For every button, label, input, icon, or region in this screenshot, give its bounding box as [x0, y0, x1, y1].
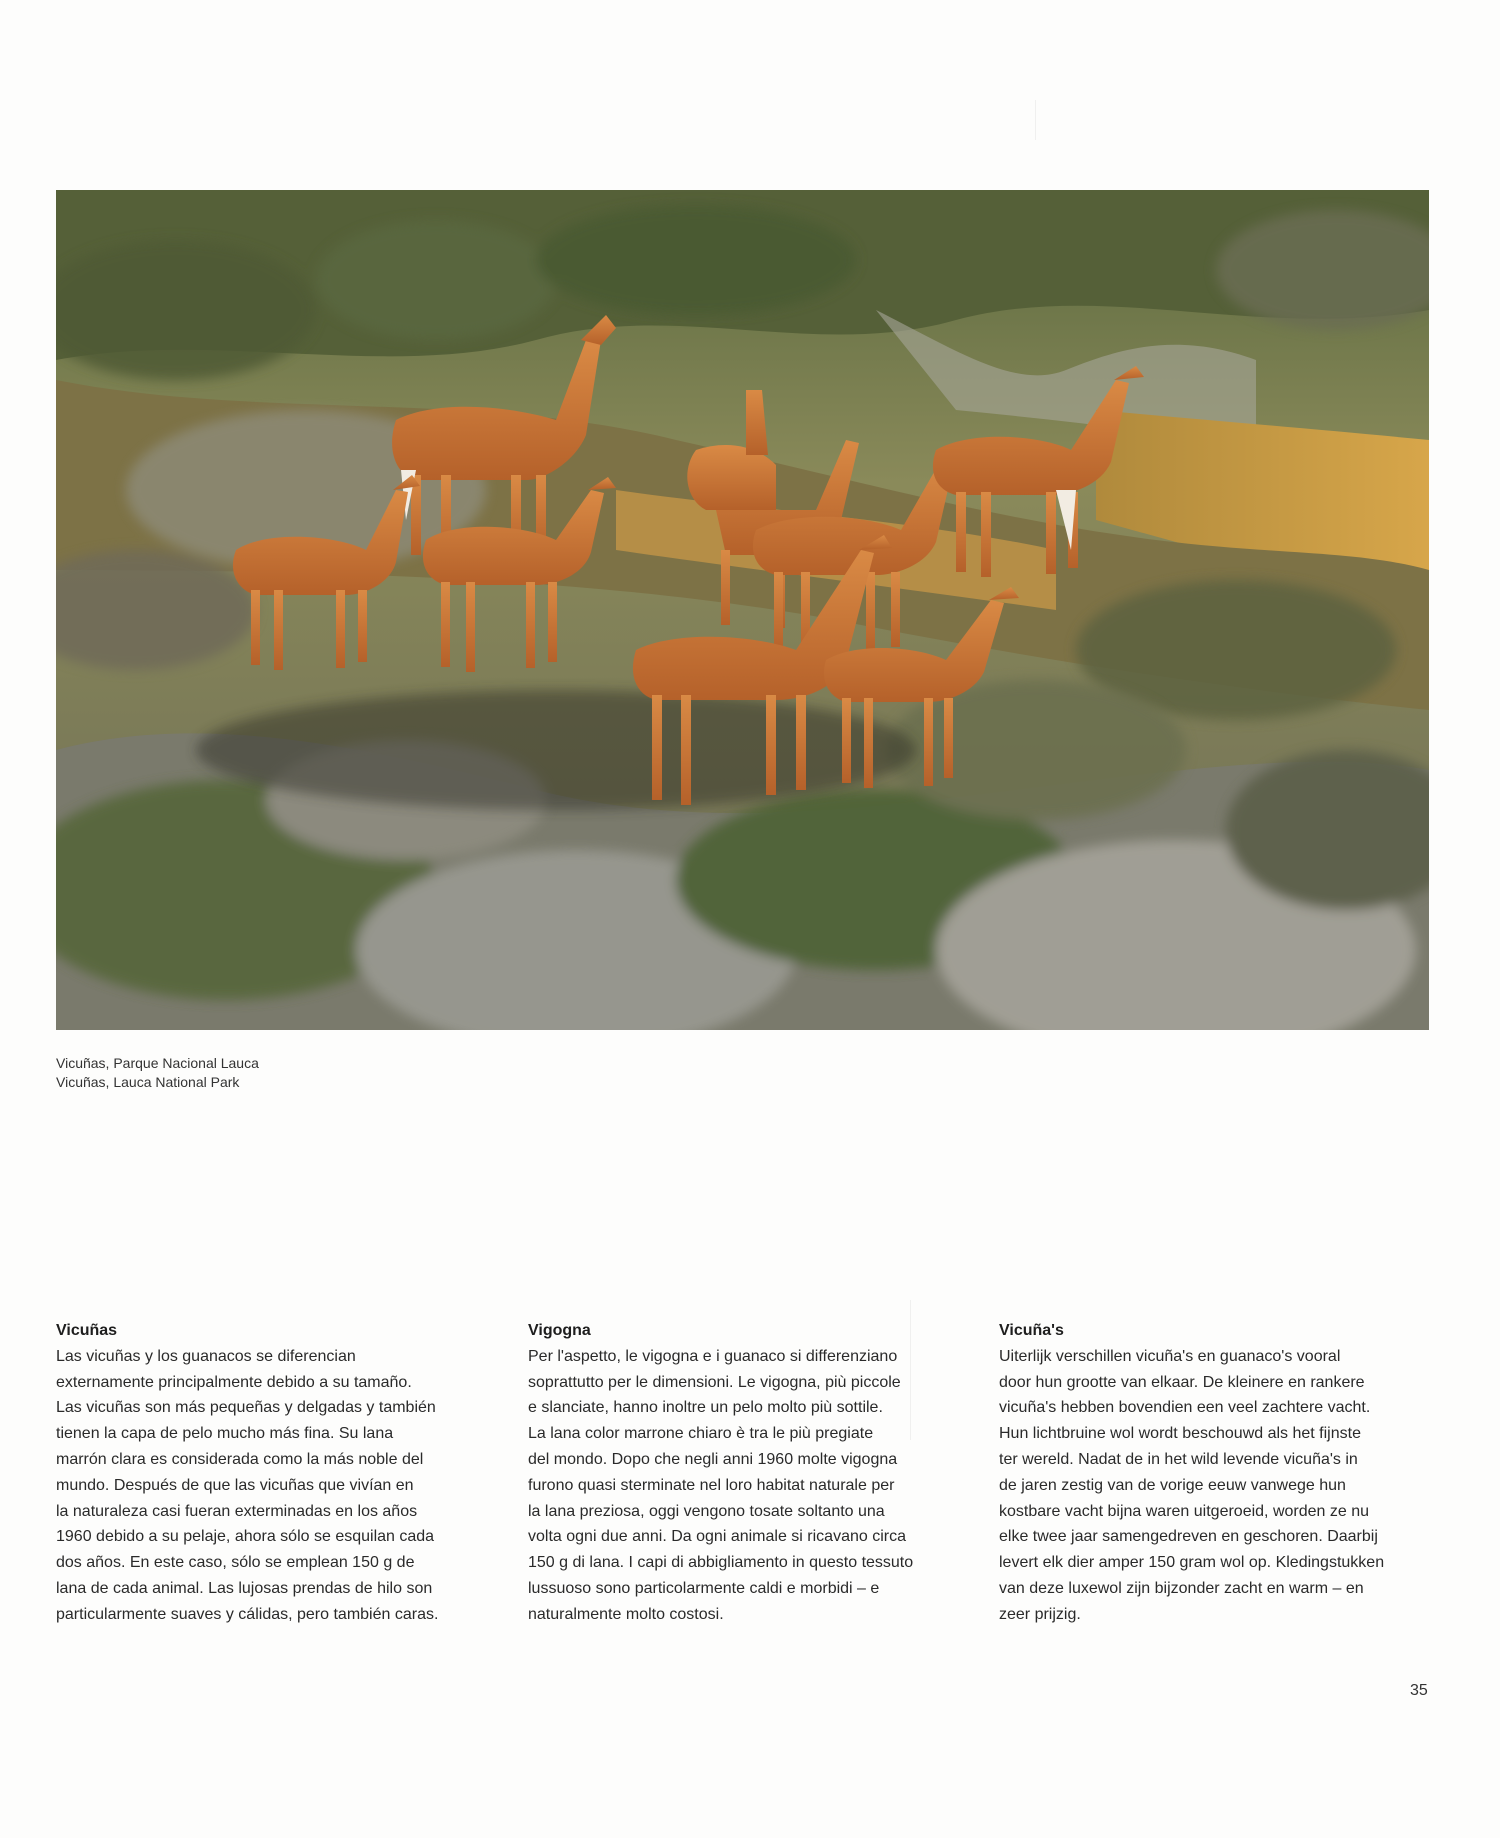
text-line: lussuoso sono particolarmente caldi e morbidi – e	[528, 1579, 880, 1597]
text-line: 1960 debido a su pelaje, ahora sólo se esquilan cada	[56, 1528, 435, 1546]
heading-italian: Vigogna	[528, 1322, 591, 1339]
paper-texture-line	[1035, 100, 1036, 140]
text-line: levert elk dier amper 150 gram wol op. Kledingstukken	[999, 1554, 1385, 1572]
text-line: Las vicuñas son más pequeñas y delgadas y también	[56, 1399, 436, 1417]
text-line: kostbare vacht bijna waren uitgeroeid, worden ze nu	[999, 1502, 1369, 1520]
text-line: soprattutto per le dimensioni. Le vigogna, più piccole	[528, 1373, 901, 1391]
vicuna-photo	[56, 190, 1429, 1030]
text-line: door hun grootte van elkaar. De kleinere en rankere	[999, 1373, 1365, 1391]
text-line: la lana preziosa, oggi vengono tosate soltanto una	[528, 1502, 885, 1520]
text-line: Hun lichtbruine wol wordt beschouwd als het fijnste	[999, 1425, 1361, 1443]
text-line: La lana color marrone chiaro è tra le più pregiate	[528, 1425, 874, 1443]
text-line: volta ogni due anni. Da ogni animale si ricavano circa	[528, 1528, 906, 1546]
heading-dutch: Vicuña's	[999, 1322, 1064, 1339]
text-line: dos años. En este caso, sólo se emplean 150 g de	[56, 1554, 415, 1572]
text-line: particularmente suaves y cálidas, pero también caras.	[56, 1605, 439, 1623]
heading-spanish: Vicuñas	[56, 1322, 118, 1339]
article-column-italian	[528, 1318, 973, 1628]
photo-caption	[56, 1054, 259, 1092]
text-line: naturalmente molto costosi.	[528, 1605, 724, 1623]
article-column-dutch	[999, 1318, 1444, 1628]
text-line: vicuña's hebben bovendien een veel zachtere vacht.	[999, 1399, 1371, 1417]
text-line: Uiterlijk verschillen vicuña's en guanaco's vooral	[999, 1347, 1341, 1365]
article-column-spanish	[56, 1318, 501, 1628]
text-line: Per l'aspetto, le vigogna e i guanaco si differenziano	[528, 1347, 898, 1365]
text-line: de jaren zestig van de vorige eeuw vanwege hun	[999, 1476, 1346, 1494]
text-line: marrón clara es considerada como la más noble del	[56, 1450, 424, 1468]
text-line: del mondo. Dopo che negli anni 1960 molte vigogna	[528, 1450, 898, 1468]
text-line: zeer prijzig.	[999, 1605, 1081, 1623]
vicuna-herd-illustration	[56, 190, 1429, 1030]
page-number: 35	[1410, 1682, 1428, 1699]
text-line: van deze luxewol zijn bijzonder zacht en warm – en	[999, 1579, 1364, 1597]
text-line: elke twee jaar samengedreven en geschoren. Daarbij	[999, 1528, 1378, 1546]
caption-english: Vicuñas, Lauca National Park	[56, 1074, 240, 1090]
caption-spanish: Vicuñas, Parque Nacional Lauca	[56, 1055, 259, 1071]
text-line: ter wereld. Nadat de in het wild levende vicuña's in	[999, 1450, 1358, 1468]
text-line: 150 g di lana. I capi di abbigliamento in questo tessuto	[528, 1554, 914, 1572]
text-line: la naturaleza casi fueran exterminadas en los años	[56, 1502, 418, 1520]
text-line: e slanciate, hanno inoltre un pelo molto più sottile.	[528, 1399, 883, 1417]
text-line: lana de cada animal. Las lujosas prendas de hilo son	[56, 1579, 433, 1597]
text-line: tienen la capa de pelo mucho más fina. Su lana	[56, 1425, 394, 1443]
text-line: furono quasi sterminate nel loro habitat naturale per	[528, 1476, 895, 1494]
text-line: Las vicuñas y los guanacos se diferencian	[56, 1347, 356, 1365]
text-line: mundo. Después de que las vicuñas que vivían en	[56, 1476, 414, 1494]
text-line: externamente principalmente debido a su tamaño.	[56, 1373, 412, 1391]
